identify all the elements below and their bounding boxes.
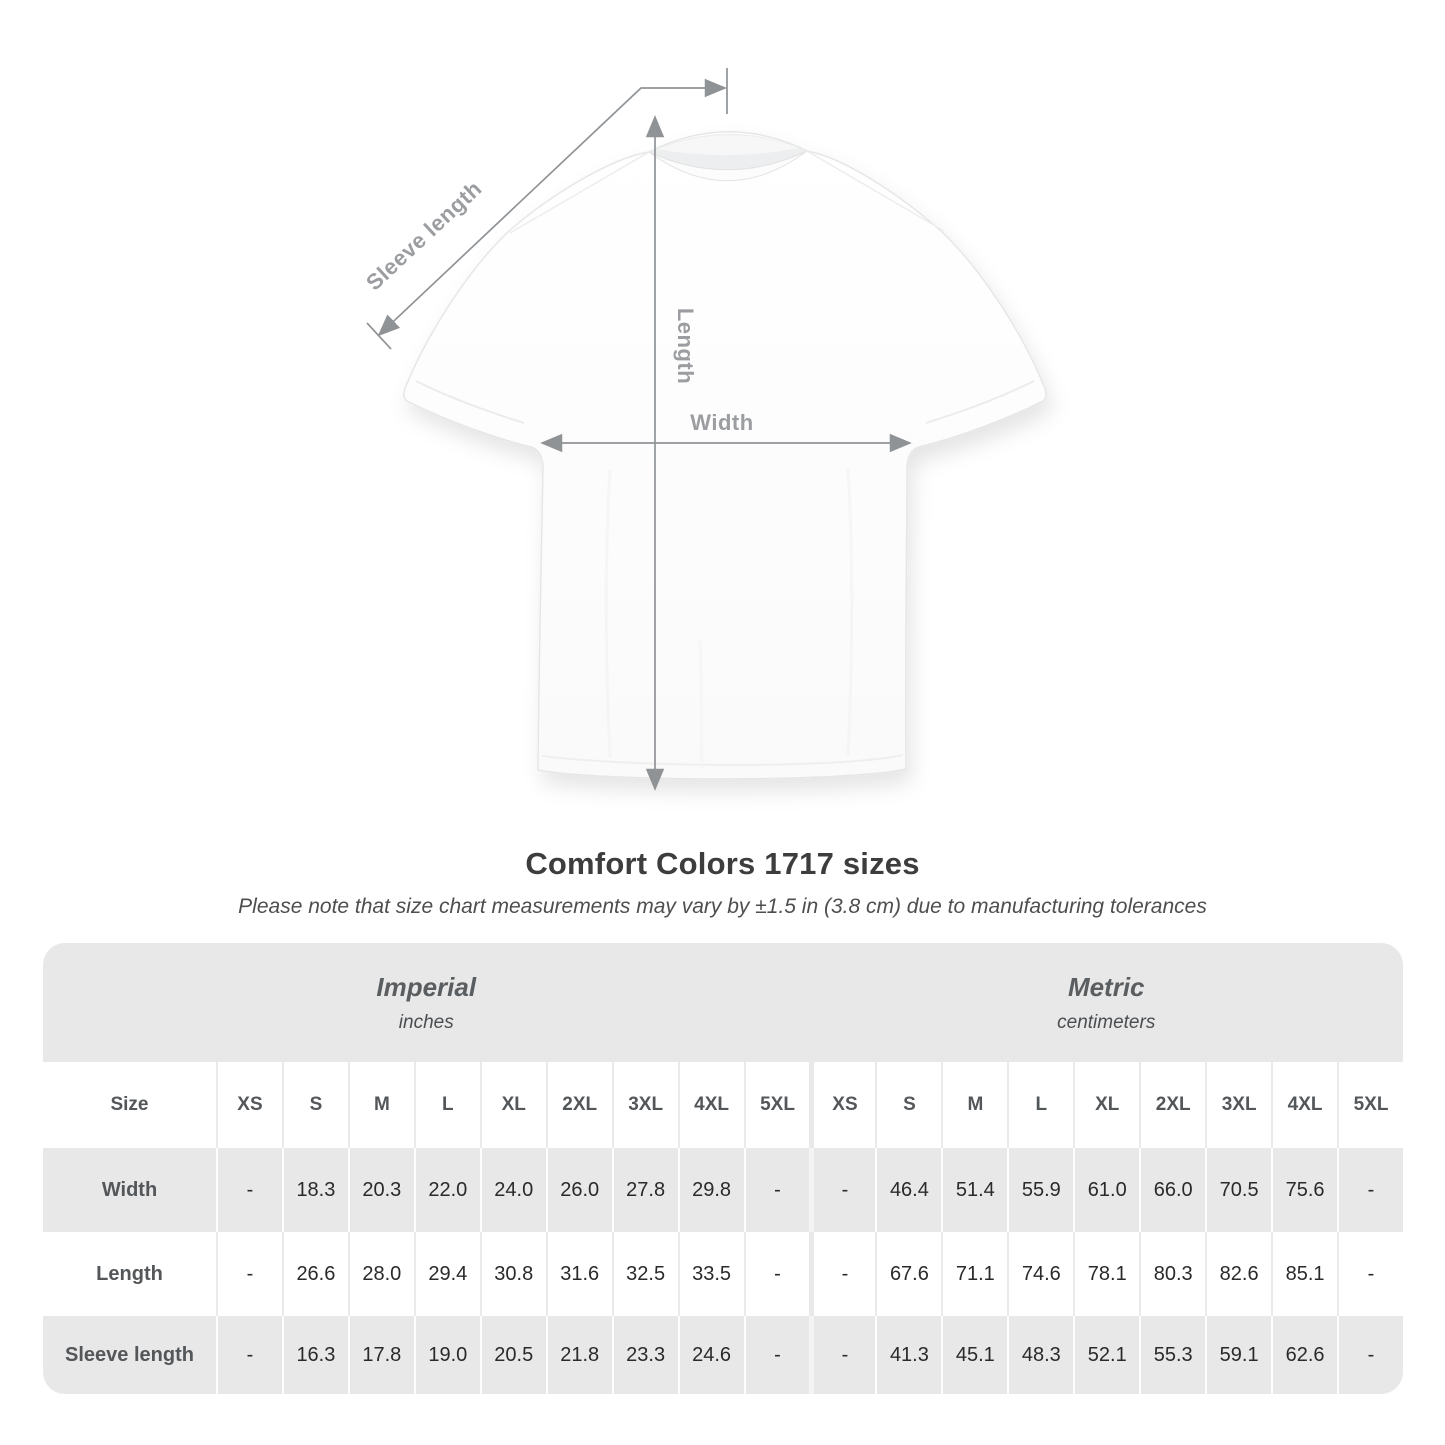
- table-cell: 41.3: [875, 1316, 941, 1394]
- table-cell: 19.0: [414, 1316, 480, 1394]
- table-cell: 82.6: [1205, 1232, 1271, 1316]
- table-cell: -: [1337, 1316, 1403, 1394]
- table-cell: 20.5: [480, 1316, 546, 1394]
- table-cell: -: [1337, 1232, 1403, 1316]
- column-header: M: [348, 1062, 414, 1148]
- table-cell: 26.0: [546, 1148, 612, 1232]
- table-cell: -: [744, 1316, 810, 1394]
- table-cell: 52.1: [1073, 1316, 1139, 1394]
- table-cell: 59.1: [1205, 1316, 1271, 1394]
- table-cell: -: [216, 1232, 282, 1316]
- table-cell: 48.3: [1007, 1316, 1073, 1394]
- table-cell: 16.3: [282, 1316, 348, 1394]
- table-cell: 17.8: [348, 1316, 414, 1394]
- table-cell: -: [809, 1232, 875, 1316]
- column-header: 3XL: [1205, 1062, 1271, 1148]
- table-cell: 29.8: [678, 1148, 744, 1232]
- table-cell: 26.6: [282, 1232, 348, 1316]
- column-header: L: [414, 1062, 480, 1148]
- table-cell: -: [216, 1316, 282, 1394]
- table-cell: 71.1: [941, 1232, 1007, 1316]
- table-cell: 85.1: [1271, 1232, 1337, 1316]
- table-cell: 75.6: [1271, 1148, 1337, 1232]
- column-header: 4XL: [678, 1062, 744, 1148]
- table-cell: 27.8: [612, 1148, 678, 1232]
- sleeve-length-label: Sleeve length: [361, 175, 487, 296]
- table-cell: -: [809, 1316, 875, 1394]
- table-cell: 24.6: [678, 1316, 744, 1394]
- column-header: 2XL: [546, 1062, 612, 1148]
- table-cell: 32.5: [612, 1232, 678, 1316]
- size-header-cell: Size: [43, 1062, 216, 1148]
- table-cell: 23.3: [612, 1316, 678, 1394]
- table-cell: 55.3: [1139, 1316, 1205, 1394]
- table-cell: 18.3: [282, 1148, 348, 1232]
- table-cell: 31.6: [546, 1232, 612, 1316]
- table-cell: 80.3: [1139, 1232, 1205, 1316]
- column-header: M: [941, 1062, 1007, 1148]
- table-cell: 24.0: [480, 1148, 546, 1232]
- column-header: 2XL: [1139, 1062, 1205, 1148]
- row-label: Width: [43, 1148, 216, 1232]
- table-cell: 45.1: [941, 1316, 1007, 1394]
- unit-group-title: Metric: [1067, 971, 1145, 1002]
- column-header: 3XL: [612, 1062, 678, 1148]
- size-chart-table: [43, 943, 1403, 1394]
- table-cell: -: [744, 1232, 810, 1316]
- row-label: Length: [43, 1232, 216, 1316]
- table-cell: 66.0: [1139, 1148, 1205, 1232]
- table-cell: 29.4: [414, 1232, 480, 1316]
- tshirt-image: [404, 132, 1046, 779]
- column-header: 4XL: [1271, 1062, 1337, 1148]
- row-label: Sleeve length: [43, 1316, 216, 1394]
- table-cell: 70.5: [1205, 1148, 1271, 1232]
- page-subtitle: Please note that size chart measurements may vary by ±1.5 in (3.8 cm) due to manufacturing tolerances: [238, 895, 1207, 918]
- column-header: 5XL: [744, 1062, 810, 1148]
- table-cell: 21.8: [546, 1316, 612, 1394]
- unit-group-unit: centimeters: [1057, 1011, 1156, 1033]
- column-header: S: [282, 1062, 348, 1148]
- column-header: 5XL: [1337, 1062, 1403, 1148]
- table-cell: 51.4: [941, 1148, 1007, 1232]
- table-cell: 46.4: [875, 1148, 941, 1232]
- table-cell: 28.0: [348, 1232, 414, 1316]
- column-header: S: [875, 1062, 941, 1148]
- unit-group-metric: [809, 943, 1403, 1062]
- length-label: Length: [673, 307, 698, 385]
- table-cell: 33.5: [678, 1232, 744, 1316]
- table-cell: 30.8: [480, 1232, 546, 1316]
- unit-group-unit: inches: [398, 1011, 454, 1033]
- column-header: XS: [216, 1062, 282, 1148]
- table-cell: -: [744, 1148, 810, 1232]
- column-header: XL: [480, 1062, 546, 1148]
- table-cell: 22.0: [414, 1148, 480, 1232]
- table-cell: 78.1: [1073, 1232, 1139, 1316]
- table-cell: 20.3: [348, 1148, 414, 1232]
- page-title: Comfort Colors 1717 sizes: [525, 846, 920, 881]
- column-header: XL: [1073, 1062, 1139, 1148]
- table-cell: 67.6: [875, 1232, 941, 1316]
- table-cell: -: [809, 1148, 875, 1232]
- unit-group-title: Imperial: [376, 971, 477, 1002]
- table-cell: 55.9: [1007, 1148, 1073, 1232]
- unit-group-imperial: [43, 943, 809, 1062]
- table-cell: -: [216, 1148, 282, 1232]
- table-cell: 61.0: [1073, 1148, 1139, 1232]
- column-header: XS: [809, 1062, 875, 1148]
- column-header: L: [1007, 1062, 1073, 1148]
- table-cell: 74.6: [1007, 1232, 1073, 1316]
- width-label: Width: [690, 410, 754, 435]
- table-cell: 62.6: [1271, 1316, 1337, 1394]
- table-cell: -: [1337, 1148, 1403, 1232]
